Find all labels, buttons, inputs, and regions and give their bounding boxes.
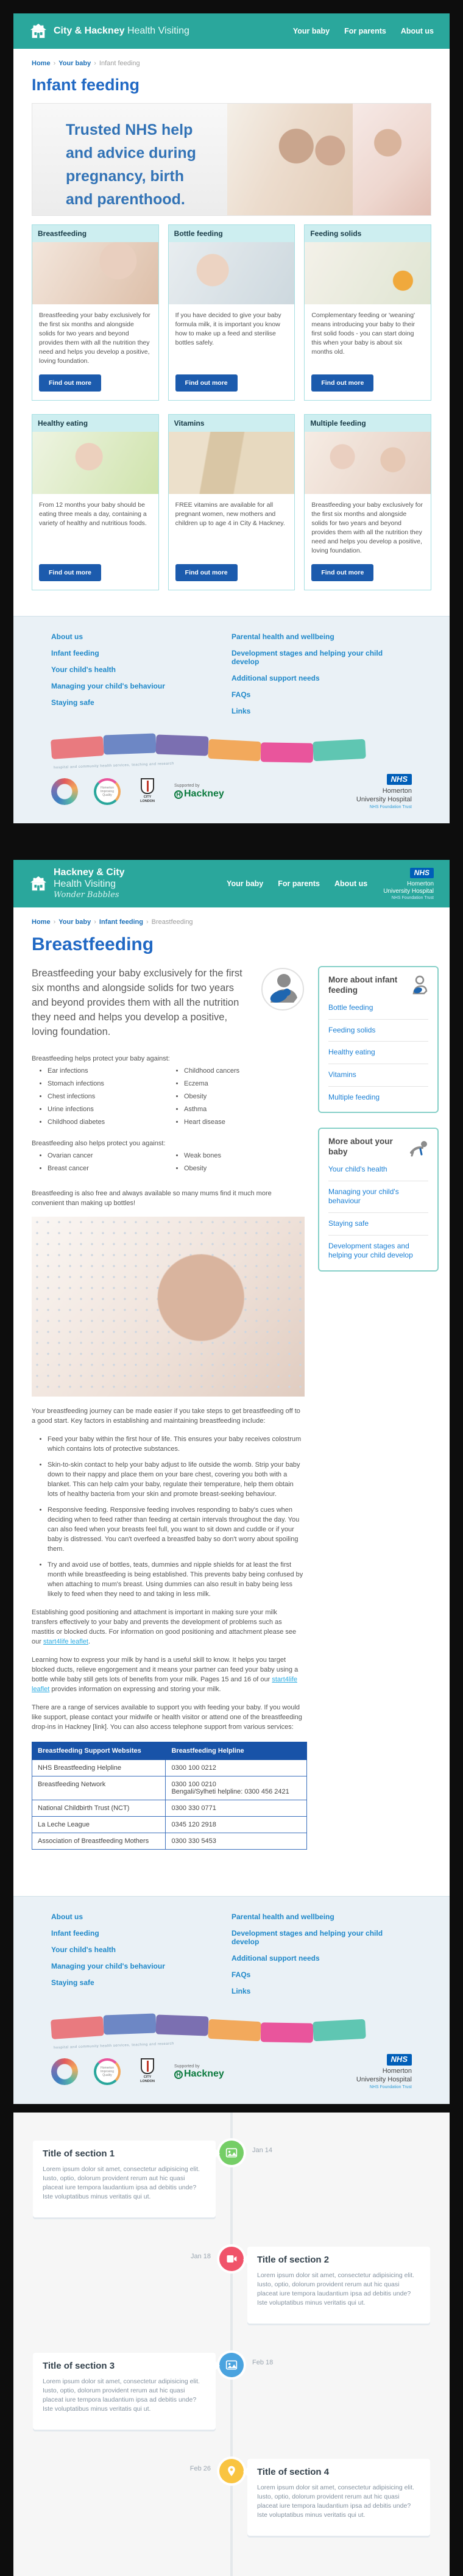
breadcrumb-current: Infant feeding	[99, 60, 140, 67]
list-item: • Urine infections	[48, 1106, 168, 1113]
card-text: Breastfeeding your baby exclusively for the first six months and alongside solids for two years and beyond provides them with all the nutrition they need and helps you develop a positive, loving foundation.	[39, 312, 150, 365]
list-item: • Asthma	[184, 1106, 305, 1113]
list-item: • Chest infections	[48, 1093, 168, 1100]
card-text: FREE vitamins are available for all pregnant women, new mothers and children up to age 4 in City & Hackney.	[175, 501, 285, 527]
list-item: • Stomach infections	[48, 1080, 168, 1087]
homerton-line: Homerton	[382, 787, 412, 795]
nav-for-parents[interactable]: For parents	[278, 879, 320, 889]
find-out-more-button[interactable]: Find out more	[39, 374, 101, 392]
nhs-homerton-header-logo	[383, 867, 434, 901]
page-infant-feeding	[13, 13, 450, 823]
footer-link-staying-safe[interactable]: Staying safe	[51, 1978, 94, 1987]
table-row	[32, 1833, 307, 1850]
card-image-multiple-feeding	[305, 432, 431, 494]
sidebar-link-managing-behaviour[interactable]: Managing your child's behaviour	[328, 1181, 428, 1213]
footer-link-links[interactable]: Links	[231, 707, 251, 715]
list-item: • Weak bones	[184, 1152, 305, 1159]
ribbon-caption: hospital and community health services, teaching and research	[54, 762, 175, 770]
our-values-logo	[51, 778, 78, 805]
page-title: Breastfeeding	[32, 934, 154, 955]
timeline-block-4	[13, 2459, 450, 2537]
card-vitamins	[168, 414, 295, 590]
nhs-logo: NHS	[387, 774, 412, 785]
breadcrumb-separator: ›	[53, 918, 56, 926]
timeline-date: Feb 18	[252, 2358, 274, 2366]
hero-text	[66, 118, 236, 211]
table-row	[32, 1760, 307, 1776]
top-nav	[212, 879, 367, 888]
breadcrumb-home[interactable]: Home	[32, 918, 51, 926]
list-item: • Eczema	[184, 1080, 305, 1087]
sidebar	[318, 964, 439, 1870]
card-image-healthy-eating	[32, 432, 158, 494]
nhs-logo: NHS	[410, 868, 434, 878]
support-site-link[interactable]: La Leche League	[32, 1817, 166, 1833]
footer-link-your-childs-health[interactable]: Your child's health	[51, 1945, 116, 1955]
footer-links-col-1	[51, 632, 231, 723]
positioning-paragraph	[32, 1608, 305, 1647]
nav-about-us[interactable]: About us	[334, 879, 368, 889]
timeline-card	[247, 2247, 430, 2324]
hero-photo-family	[227, 104, 353, 215]
movie-icon	[225, 2253, 238, 2265]
card-image-breastfeeding	[32, 242, 158, 304]
sidebar-link-development-stages[interactable]: Development stages and helping your child develop	[328, 1241, 413, 1260]
homerton-line: University Hospital	[356, 2076, 412, 2083]
brand-bold: City & Hackney	[54, 25, 125, 36]
card-image-feeding-solids	[305, 242, 431, 304]
protect-you-lists	[32, 1148, 305, 1180]
sidebar-box-infant-feeding	[318, 966, 439, 1113]
hiq-label: Homerton Improving Quality	[101, 2066, 114, 2078]
footer-link-additional-support[interactable]: Additional support needs	[231, 1954, 320, 1963]
breadcrumb	[32, 50, 431, 68]
start4life-leaflet-link[interactable]: start4life leaflet	[32, 1676, 297, 1694]
city-label: CITY LONDON	[140, 2075, 155, 2083]
nhs-homerton-logo	[356, 2053, 412, 2090]
sidebar-link-your-childs-health[interactable]: Your child's health	[328, 1159, 428, 1181]
our-values-logo	[51, 2058, 78, 2085]
list-item: • Childhood cancers	[184, 1067, 305, 1075]
footer-logos	[51, 2053, 412, 2090]
support-phone-line: 0300 100 0210	[171, 1781, 216, 1789]
timeline-block-2	[13, 2247, 450, 2325]
ribbon-caption: hospital and community health services, teaching and research	[54, 2042, 175, 2050]
support-site-link[interactable]: Breastfeeding Network	[32, 1776, 166, 1800]
timeline-card-title: Title of section 3	[43, 2360, 115, 2371]
mother-baby-icon	[261, 967, 305, 1011]
find-out-more-button[interactable]: Find out more	[311, 564, 373, 581]
page-breastfeeding	[13, 860, 450, 2103]
site-header	[13, 13, 450, 49]
timeline-card	[247, 2459, 430, 2536]
hero-line: pregnancy, birth	[66, 168, 185, 185]
sidebar-link-multiple-feeding[interactable]: Multiple feeding	[328, 1092, 380, 1101]
card-image-vitamins	[169, 432, 295, 494]
list-item: • Obesity	[184, 1165, 305, 1172]
protect-baby-list-1	[32, 1067, 168, 1131]
nav-about-us[interactable]: About us	[400, 27, 434, 35]
homerton-improving-quality-logo	[94, 2058, 121, 2085]
sidebar-box-title: More about infant feeding	[328, 975, 398, 995]
card-multiple-feeding	[304, 414, 431, 590]
footer-link-about-us[interactable]: About us	[51, 632, 83, 641]
support-site-link[interactable]: NHS Breastfeeding Helpline	[32, 1760, 166, 1776]
house-icon	[29, 22, 48, 40]
footer-link-about-us[interactable]: About us	[51, 1912, 83, 1922]
site-brand	[54, 867, 125, 900]
list-item: • Childhood diabetes	[48, 1118, 168, 1126]
table-row	[32, 1800, 307, 1817]
support-phone: 0300 330 0771	[166, 1800, 307, 1817]
sidebar-link-vitamins[interactable]: Vitamins	[328, 1064, 428, 1087]
protect-you-list-2	[168, 1152, 305, 1178]
brand-regular: Health Visiting	[127, 25, 189, 36]
footer-logos	[51, 773, 412, 810]
timeline-card-text: Lorem ipsum dolor sit amet, consectetur adipisicing elit. Iusto, optio, dolorum provident rerum aut hic quasi placeat iure tempora laudantium ipsa ad debitis unde? Iste voluptatibus minus veritatis qui ut.	[257, 2272, 414, 2306]
breadcrumb-current: Breastfeeding	[151, 918, 193, 926]
support-phone-line: Bengali/Sylheti helpline: 0300 456 2421	[171, 1788, 289, 1796]
brand-line-2: Health Visiting	[54, 878, 116, 889]
timeline-card-title: Title of section 1	[43, 2148, 115, 2159]
homerton-line: University Hospital	[356, 795, 412, 803]
page-title: Infant feeding	[32, 76, 140, 94]
hackney-h-icon: H	[174, 2070, 183, 2079]
timeline-block-3	[13, 2353, 450, 2431]
breadcrumb-your-baby[interactable]: Your baby	[58, 918, 91, 926]
footer-link-links[interactable]: Links	[231, 1987, 251, 1996]
homerton-line: University Hospital	[383, 887, 434, 895]
footer-link-your-childs-health[interactable]: Your child's health	[51, 665, 116, 674]
card-bottle-feeding	[168, 224, 295, 401]
breastfeeding-photo	[32, 1217, 305, 1397]
breadcrumb	[32, 909, 431, 927]
hackney-label: Hackney	[184, 2069, 224, 2080]
breastfeeding-support-table	[32, 1742, 307, 1850]
support-site-link[interactable]: Association of Breastfeeding Mothers	[32, 1833, 166, 1850]
paragraph-text: Learning how to express your milk by hand is a useful skill to know. It helps you target blocked ducts, relieve engorgement and it means your partner can feed your baby using a bottle while baby still gets lots of benefits from your milk. Pages 15 and 16 of our	[32, 1656, 299, 1684]
card-image-bottle-feeding	[169, 242, 295, 304]
protect-baby-label: Breastfeeding helps protect your baby against:	[32, 1055, 170, 1063]
homerton-line: Homerton	[382, 2067, 412, 2075]
card-title: Breastfeeding	[32, 225, 158, 242]
timeline-block-1	[13, 2141, 450, 2219]
footer-link-development-stages[interactable]: Development stages and helping your child develop	[231, 649, 383, 666]
key-factor-item: • Feed your baby within the first hour of life. This ensures your baby receives colostrum which contains lots of protective substances.	[48, 1434, 305, 1454]
topic-cards-row-1	[32, 224, 431, 401]
sidebar-link-staying-safe[interactable]: Staying safe	[328, 1213, 428, 1236]
picture-icon	[225, 2147, 238, 2159]
footer-link-managing-behaviour[interactable]: Managing your child's behaviour	[51, 682, 165, 690]
footer-links-col-1	[51, 1912, 231, 2003]
city-of-london-logo	[136, 2058, 158, 2085]
scan-gap	[0, 823, 463, 860]
timeline-card	[33, 2353, 216, 2430]
breadcrumb-separator: ›	[94, 60, 96, 67]
support-phone: 0300 330 5453	[166, 1833, 307, 1850]
support-site-link[interactable]: National Childbirth Trust (NCT)	[32, 1800, 166, 1817]
scan-border-top	[0, 0, 463, 13]
find-out-more-button[interactable]: Find out more	[311, 374, 373, 392]
support-paragraph: There are a range of services available to support you with feeding your baby. If you would like support, please contact your midwife or health visitor or attend one of the breastfeeding drop-ins in Hackney [link]. You can also access telephone support from various services:	[32, 1704, 302, 1731]
footer-link-parental-health[interactable]: Parental health and wellbeing	[231, 632, 334, 641]
support-phone: 0345 120 2918	[166, 1817, 307, 1833]
hero-photo-mother-baby	[353, 104, 431, 215]
infant-feeding-icon	[408, 975, 428, 996]
table-header-websites: Breastfeeding Support Websites	[32, 1742, 166, 1760]
protect-you-label: Breastfeeding also helps protect you against:	[32, 1140, 166, 1148]
timeline-card-title: Title of section 4	[257, 2466, 330, 2477]
hackney-logo	[174, 2064, 224, 2080]
card-text: Breastfeeding your baby exclusively for the first six months and alongside solids for two years and beyond provides them with all the nutrition they need and helps you develop a positive, loving foundation.	[311, 501, 423, 554]
timeline-card	[33, 2141, 216, 2217]
footer-link-parental-health[interactable]: Parental health and wellbeing	[231, 1912, 334, 1922]
footer-link-development-stages[interactable]: Development stages and helping your child develop	[231, 1929, 383, 1947]
scan-gap	[0, 2104, 463, 2113]
hero-photos	[227, 104, 431, 215]
journey-paragraph: Your breastfeeding journey can be made easier if you take steps to get breastfeeding off to a good start. Key factors in establishing and maintaining breastfeeding include:	[32, 1408, 300, 1425]
card-text: From 12 months your baby should be eating three meals a day, containing a variety of healthy and nutritious foods.	[39, 501, 147, 527]
hackney-label: Hackney	[184, 789, 224, 800]
breadcrumb-infant-feeding[interactable]: Infant feeding	[99, 918, 143, 926]
table-row	[32, 1776, 307, 1800]
footer-link-infant-feeding[interactable]: Infant feeding	[51, 1929, 99, 1938]
sidebar-link-bottle-feeding[interactable]: Bottle feeding	[328, 997, 428, 1020]
sidebar-link-healthy-eating[interactable]: Healthy eating	[328, 1042, 428, 1064]
timeline-card-text: Lorem ipsum dolor sit amet, consectetur adipisicing elit. Iusto, optio, dolorum provident rerum aut hic quasi placeat iure tempora laudantium ipsa ad debitis unde? Iste voluptatibus minus veritatis qui ut.	[257, 2484, 414, 2519]
timeline-card-text: Lorem ipsum dolor sit amet, consectetur adipisicing elit. Iusto, optio, dolorum provident rerum aut hic quasi placeat iure tempora laudantium ipsa ad debitis unde? Iste voluptatibus minus veritatis qui ut.	[43, 2378, 200, 2413]
protect-baby-list-2	[168, 1067, 305, 1131]
supported-by-label: Supported by	[174, 2064, 200, 2069]
site-header	[13, 860, 450, 907]
timeline-date: Jan 18	[190, 2252, 211, 2260]
brand-tagline: Wonder Babbles	[54, 890, 119, 900]
footer-links-col-2	[231, 1912, 412, 2003]
card-title: Vitamins	[169, 415, 295, 432]
card-text: If you have decided to give your baby formula milk, it is important you know how to make up a feed and sterilise bottles safely.	[175, 312, 281, 346]
timeline-section	[13, 2113, 450, 2576]
find-out-more-button[interactable]: Find out more	[175, 564, 238, 581]
table-header-helpline: Breastfeeding Helpline	[166, 1742, 307, 1760]
key-factor-item: • Responsive feeding. Responsive feeding involves responding to baby's cues when deciding when to feed rather than feeding at certain intervals throughout the day. You can also feed when your breasts feel full, you want to sit down and cuddle or if your baby is distressed. You can't overfeed a breastfed baby so don't worry about spoiling them.	[48, 1505, 305, 1554]
breadcrumb-your-baby[interactable]: Your baby	[58, 60, 91, 67]
protect-baby-lists	[32, 1064, 305, 1134]
timeline-card-text: Lorem ipsum dolor sit amet, consectetur adipisicing elit. Iusto, optio, dolorum provident rerum aut hic quasi placeat iure tempora laudantium ipsa ad debitis unde? Iste voluptatibus minus veritatis qui ut.	[43, 2166, 200, 2200]
timeline-date: Jan 14	[252, 2146, 273, 2154]
hero-line: and advice during	[66, 145, 196, 162]
city-label: CITY LONDON	[140, 795, 155, 803]
find-out-more-button[interactable]: Find out more	[175, 374, 238, 392]
timeline-card-title: Title of section 2	[257, 2254, 330, 2265]
find-out-more-button[interactable]: Find out more	[39, 564, 101, 581]
crawling-baby-icon	[408, 1137, 428, 1157]
card-title: Healthy eating	[32, 415, 158, 432]
nav-your-baby[interactable]: Your baby	[292, 27, 330, 35]
list-item: • Ear infections	[48, 1067, 168, 1075]
homerton-line: NHS Foundation Trust	[369, 2084, 412, 2089]
main-article	[32, 964, 305, 1870]
support-phone	[166, 1776, 307, 1800]
support-phone: 0300 100 0212	[166, 1760, 307, 1776]
city-of-london-logo	[136, 778, 158, 805]
start4life-leaflet-link[interactable]: start4life leaflet	[43, 1638, 88, 1646]
paragraph-text: provides information on expressing and storing your milk.	[49, 1686, 221, 1694]
footer-link-staying-safe[interactable]: Staying safe	[51, 698, 94, 707]
key-factors-list	[32, 1434, 305, 1599]
hero-line: Trusted NHS help	[66, 121, 193, 138]
protect-you-list-1	[32, 1152, 168, 1178]
hero-banner	[32, 103, 431, 216]
nhs-homerton-logo	[356, 773, 412, 810]
card-feeding-solids	[304, 224, 431, 401]
homerton-line: NHS Foundation Trust	[369, 804, 412, 809]
nav-your-baby[interactable]: Your baby	[227, 879, 264, 889]
table-row	[32, 1817, 307, 1833]
location-icon	[225, 2465, 238, 2477]
house-icon	[29, 875, 48, 893]
site-brand	[54, 26, 189, 37]
breadcrumb-separator: ›	[146, 918, 149, 926]
homerton-line: Homerton	[407, 880, 434, 887]
picture-icon	[225, 2359, 238, 2371]
card-breastfeeding	[32, 224, 159, 401]
sidebar-link-feeding-solids[interactable]: Feeding solids	[328, 1020, 428, 1042]
supported-by-label: Supported by	[174, 784, 200, 789]
intro-paragraph: Breastfeeding your baby exclusively for the first six months and alongside solids for two years and beyond provides them with all the nutrition they need and helps you develop a positive, loving foundation.	[32, 968, 242, 1038]
card-text: Complementary feeding or 'weaning' means introducing your baby to their first solid foods - you can start doing this when your baby is about six months old.	[311, 312, 415, 356]
card-title: Bottle feeding	[169, 225, 295, 242]
footer-link-infant-feeding[interactable]: Infant feeding	[51, 649, 99, 657]
footer-link-managing-behaviour[interactable]: Managing your child's behaviour	[51, 1962, 165, 1971]
hackney-h-icon: H	[174, 790, 183, 799]
brand-line-1: Hackney & City	[54, 867, 125, 878]
key-factor-item: • Try and avoid use of bottles, teats, dummies and nipple shields for at least the first month while breastfeeding is being established. This prevents baby being confused by when attaching to mum's breast. Using dummies can also result in baby being less likely to feed when they need to and taking in less milk.	[48, 1560, 305, 1599]
expressing-paragraph	[32, 1655, 305, 1694]
paragraph-text: .	[88, 1638, 91, 1646]
card-title: Multiple feeding	[305, 415, 431, 432]
card-healthy-eating	[32, 414, 159, 590]
list-item: • Obesity	[184, 1093, 305, 1100]
timeline-date: Feb 26	[189, 2464, 211, 2472]
list-item: • Heart disease	[184, 1118, 305, 1126]
hackney-logo	[174, 784, 224, 799]
homerton-line: NHS Foundation Trust	[391, 895, 434, 900]
footer-link-additional-support[interactable]: Additional support needs	[231, 674, 320, 682]
breadcrumb-home[interactable]: Home	[32, 60, 51, 67]
list-item: • Ovarian cancer	[48, 1152, 168, 1159]
site-footer	[13, 1896, 450, 2103]
homerton-improving-quality-logo	[94, 778, 121, 805]
sidebar-box-title: More about your baby	[328, 1137, 393, 1157]
hiq-label: Homerton Improving Quality	[101, 786, 114, 798]
nhs-logo: NHS	[387, 2054, 412, 2065]
sidebar-box-your-baby	[318, 1128, 439, 1272]
hero-line: and parenthood.	[66, 191, 185, 208]
list-item: • Breast cancer	[48, 1165, 168, 1172]
footer-link-faqs[interactable]: FAQs	[231, 690, 251, 699]
free-paragraph: Breastfeeding is also free and always available so many mums find it much more convenient than making up bottles!	[32, 1190, 272, 1208]
topic-cards-row-2	[32, 414, 431, 590]
site-footer	[13, 616, 450, 823]
breadcrumb-separator: ›	[53, 60, 56, 67]
top-nav	[278, 27, 434, 35]
breadcrumb-separator: ›	[94, 918, 96, 926]
footer-link-faqs[interactable]: FAQs	[231, 1970, 251, 1980]
key-factor-item: • Skin-to-skin contact to help your baby adjust to life outside the womb. Strip your baby down to their nappy and place them on your bare chest, covering you both with a blanket. This can help calm your baby, regulate their temperature, help them obtain lots of healthy bacteria from your skin and promote breast-seeking behaviour.	[48, 1460, 305, 1499]
paragraph-text: Establishing good positioning and attachment is important in making sure your milk transfers effectively to your baby and prevents the development of problems such as mastitis or blocked ducts. For information on good positioning and attachment please see our	[32, 1609, 297, 1646]
card-title: Feeding solids	[305, 225, 431, 242]
nav-for-parents[interactable]: For parents	[344, 27, 386, 35]
footer-links-col-2	[231, 632, 412, 723]
